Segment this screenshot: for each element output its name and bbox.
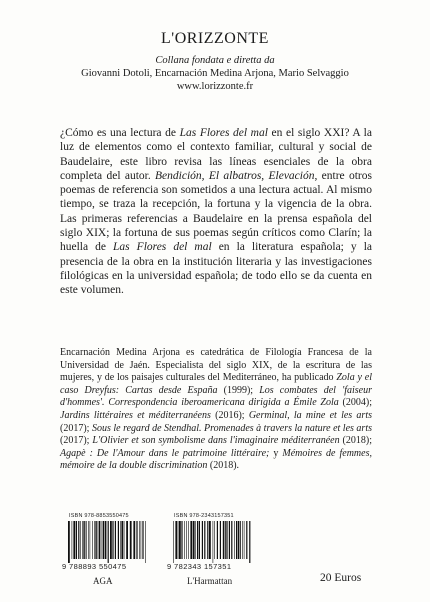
series-website: www.lorizzonte.fr — [176, 81, 254, 92]
summary-text: en la literatura española; y la presencia de la obra en la institución literaria y las investigaciones filológicas en la universidad española; de todo ello se da cuenta en este volumen. — [60, 241, 372, 297]
isbn-label: ISBN 978-8853550475 — [69, 513, 129, 519]
bio-text: y — [269, 447, 283, 459]
bio-work-title: Sous le regard de Stendhal. Promenades à travers la nature et les arts — [91, 422, 372, 434]
bio-text: (1999); — [217, 384, 260, 396]
bio-work-title: Germinal, la mine et les arts — [248, 409, 372, 421]
bio-text: (2018). — [207, 460, 240, 472]
bio-text: (2017); — [60, 422, 92, 434]
bio-text: (2004); — [338, 397, 372, 409]
series-subtitle: Collana fondata e diretta da — [155, 55, 275, 66]
barcode-icon — [62, 521, 150, 563]
bio-work-title: Jardins littéraires et méditerranéens — [60, 409, 211, 421]
bio-work-title: L'Olivier et son symbolisme dans l'imaginaire méditerranéen — [92, 435, 340, 447]
summary-poems-italic: Bendición, El albatros, Elevación — [155, 169, 315, 182]
bio-work-title: Agapè : De l'Amour dans le patrimoine littéraire; — [60, 447, 270, 459]
price: 20 Euros — [320, 572, 362, 584]
summary-text: en el siglo XXI? A la luz de elementos como el contexto familiar, cultural y social de Baudelaire, este libro revisa las líneas esenciales de la obra completa del autor. — [60, 127, 372, 182]
bio-work-title: Mémoires de femmes, mémoire de la double discrimination — [60, 447, 372, 472]
ean-digits: 9 788893 550475 — [62, 562, 127, 571]
bio-text: (2018); — [339, 435, 372, 447]
series-title: L'ORIZZONTE — [161, 30, 269, 47]
series-header — [0, 30, 430, 92]
publisher-label-aga: AGA — [93, 576, 113, 586]
bio-text: Encarnación Medina Arjona es catedrática de Filología Francesa de la Universidad de Jaén. Especialista del siglo XIX, de la escritura de las mujeres, y de los paisajes culturales del Mediterráneo, ha publicado — [60, 347, 372, 384]
summary-text: , entre otros poemas de referencia son sometidos a una lectura actual. Al mismo tiempo, se traza la recepción, la fortuna y la vigencia de la obra. Las primeras referencias a Baudelaire en la prensa española del siglo XIX; la fortuna de sus poemas según críticos como Clarín; la huella de — [60, 169, 372, 254]
series-directors: Giovanni Dotoli, Encarnación Medina Arjona, Mario Selvaggio — [81, 68, 349, 79]
summary-title-italic: Las Flores del mal — [179, 127, 268, 139]
barcode-aga — [62, 513, 150, 571]
summary-text: ¿Cómo es una lectura de — [60, 127, 180, 139]
isbn-label: ISBN 978-2343157351 — [174, 513, 234, 519]
bio-text: (2017); — [60, 435, 93, 447]
publisher-label-harmattan: L'Harmattan — [187, 576, 233, 586]
ean-digits: 9 782343 157351 — [167, 562, 232, 571]
bio-text: (2016); — [210, 409, 249, 421]
summary-title-italic: Las Flores del mal — [113, 241, 212, 254]
author-bio — [60, 347, 372, 473]
barcode-harmattan — [167, 513, 255, 571]
barcode-icon — [167, 521, 255, 563]
book-summary — [60, 126, 372, 298]
bio-work-title: Los combates del 'faiseur d'hommes'. Correspondencia iberoamericana dirigida a Émile Zola — [60, 384, 372, 409]
bio-work-title: Zola y el caso Dreyfus: Cartas desde España — [60, 372, 372, 396]
